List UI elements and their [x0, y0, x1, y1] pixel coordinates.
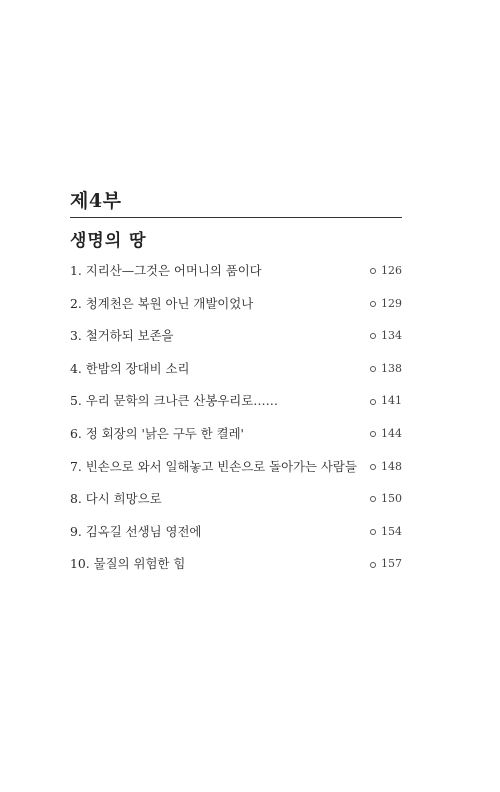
toc-entry-number: 5. — [70, 393, 82, 409]
toc-page-ref — [370, 483, 402, 516]
bullet-icon — [370, 366, 376, 372]
toc-entry-title: 지리산—그것은 어머니의 품이다 — [85, 263, 262, 278]
bullet-icon — [370, 496, 376, 502]
toc-entry-number: 1. — [70, 263, 82, 278]
toc-page-ref — [370, 548, 402, 581]
toc-entry-label — [70, 288, 253, 321]
toc-entry-number: 8. — [70, 491, 82, 507]
toc-entry-number: 9. — [70, 523, 82, 539]
toc-page-number: 141 — [381, 394, 402, 408]
toc-entry-title: 물질의 위험한 힘 — [93, 556, 186, 572]
toc-page-ref — [370, 385, 402, 418]
toc-page-number: 154 — [381, 524, 402, 538]
toc-entry[interactable] — [70, 320, 402, 353]
toc-page-ref — [370, 418, 402, 451]
toc-page-number: 129 — [381, 296, 402, 310]
bullet-icon — [370, 333, 376, 339]
toc-entry-title: 우리 문학의 크나큰 산봉우리로…… — [85, 393, 278, 409]
toc-entry-title: 철거하되 보존을 — [85, 328, 174, 344]
toc-page-ref — [370, 255, 402, 288]
toc-entry[interactable] — [70, 451, 402, 484]
toc-entry-label — [70, 548, 185, 581]
table-of-contents — [70, 255, 402, 581]
toc-entry-number: 2. — [70, 295, 82, 311]
toc-entry-title: 김옥길 선생님 영전에 — [85, 523, 202, 539]
toc-entry-label — [70, 353, 189, 386]
toc-entry-label — [70, 516, 201, 549]
toc-page-number: 126 — [381, 264, 402, 277]
toc-entry-number: 3. — [70, 328, 82, 344]
toc-entry-label — [70, 451, 357, 484]
toc-page-ref — [370, 353, 402, 386]
toc-page-ref — [370, 320, 402, 353]
toc-page-number: 134 — [381, 329, 402, 343]
toc-page-number: 144 — [381, 426, 402, 440]
part-label: 제4부 — [70, 190, 122, 212]
toc-page-ref — [370, 516, 402, 549]
bullet-icon — [370, 562, 376, 568]
toc-page-number: 148 — [381, 459, 402, 473]
toc-entry-label — [70, 320, 174, 353]
bullet-icon — [370, 464, 376, 470]
toc-entry-number: 10. — [70, 556, 90, 572]
toc-entry-title: 다시 희망으로 — [85, 491, 162, 507]
toc-page-number: 138 — [381, 361, 402, 375]
toc-entry-label — [70, 255, 262, 288]
toc-entry-label — [70, 483, 162, 516]
toc-entry[interactable] — [70, 288, 402, 321]
toc-entry-label — [70, 385, 278, 418]
bullet-icon — [370, 529, 376, 535]
bullet-icon — [370, 268, 376, 274]
toc-page-ref — [370, 451, 402, 484]
header-rule — [70, 217, 402, 218]
toc-page-number: 157 — [381, 557, 402, 571]
toc-entry-title: 한밤의 장대비 소리 — [85, 360, 190, 376]
toc-entry-number: 4. — [70, 360, 82, 376]
toc-entry-number: 7. — [70, 458, 82, 474]
bullet-icon — [370, 431, 376, 437]
toc-entry-label — [70, 418, 244, 451]
toc-entry-title: 청계천은 복원 아닌 개발이었나 — [85, 295, 254, 311]
bullet-icon — [370, 399, 376, 405]
bullet-icon — [370, 301, 376, 307]
toc-entry[interactable] — [70, 516, 402, 549]
toc-entry-number: 6. — [70, 425, 82, 441]
toc-entry[interactable] — [70, 548, 402, 581]
part-title: 생명의 땅 — [70, 231, 147, 251]
toc-page-ref — [370, 288, 402, 321]
toc-page-number: 150 — [381, 492, 402, 506]
toc-entry[interactable] — [70, 255, 402, 288]
toc-entry[interactable] — [70, 385, 402, 418]
toc-entry-title: 빈손으로 와서 일해놓고 빈손으로 돌아가는 사람들 — [85, 458, 357, 474]
toc-entry-title: 정 회장의 '낡은 구두 한 켤레' — [85, 425, 244, 441]
toc-entry[interactable] — [70, 353, 402, 386]
toc-entry[interactable] — [70, 483, 402, 516]
toc-entry[interactable] — [70, 418, 402, 451]
